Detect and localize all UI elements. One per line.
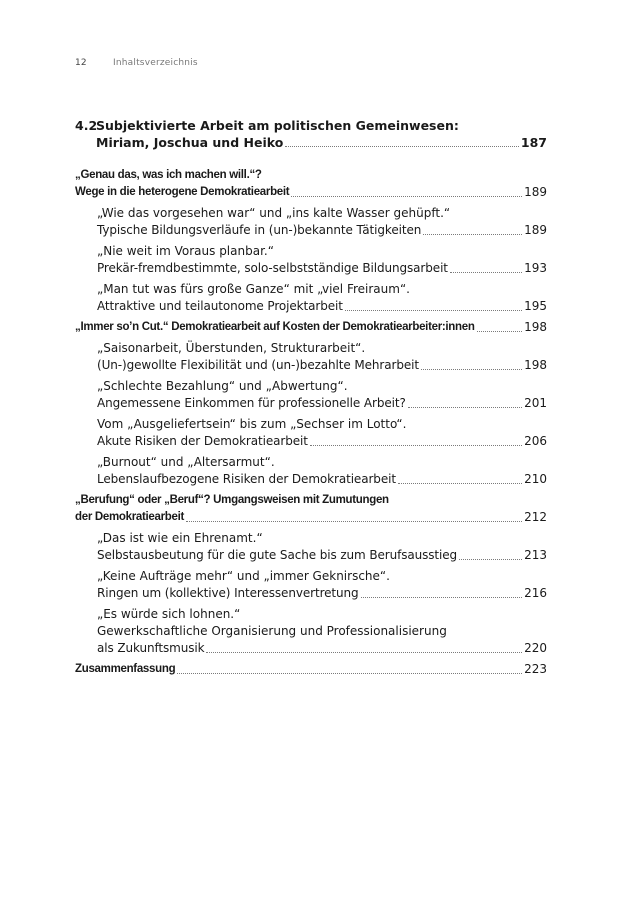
subsection-entry[interactable] [75, 340, 547, 374]
chapter-entry[interactable] [75, 117, 547, 151]
chapter-title-line2: Miriam, Joschua und Heiko 187 [96, 135, 547, 150]
chapter-title-line1: 4.2Subjektivierte Arbeit am politischen Gemeinwesen: [75, 118, 459, 133]
dot-leader [450, 272, 522, 273]
header-page-number: 12 [75, 58, 87, 68]
running-header [75, 58, 198, 68]
section-title-line2: Wege in die heterogene Demokratiearbeit 189 [75, 185, 547, 199]
section-page: 189 [524, 185, 547, 199]
subsection-title-line1: „Nie weit im Voraus planbar.“ [97, 244, 274, 258]
subsection-title-line1: „Schlechte Bezahlung“ und „Abwertung“. [97, 379, 348, 393]
dot-leader [423, 234, 522, 235]
section-title-line: „Immer so’n Cut.“ Demokratiearbeit auf Kosten der Demokratiearbeiter:innen 198 [75, 320, 547, 334]
subsection-title-line1: „Saisonarbeit, Überstunden, Strukturarbeit“. [97, 341, 366, 355]
subsection-title-line1: „Keine Aufträge mehr“ und „immer Geknirsche“. [97, 569, 390, 583]
section-page: 223 [524, 662, 547, 676]
dot-leader [408, 407, 522, 408]
subsection-title-line2: Ringen um (kollektive) Interessenvertretung 216 [97, 586, 547, 600]
subsection-title-line1: „Man tut was fürs große Ganze“ mit „viel Freiraum“. [97, 282, 410, 296]
section-title-line2: der Demokratiearbeit 212 [75, 510, 547, 524]
subsection-title-line2: Angemessene Einkommen für professionelle Arbeit? 201 [97, 396, 547, 410]
dot-leader [361, 597, 523, 598]
subsection-entry[interactable] [75, 606, 547, 657]
subsection-page: 220 [524, 641, 547, 655]
subsection-title-line1: „Wie das vorgesehen war“ und „ins kalte Wasser gehüpft.“ [97, 206, 451, 220]
subsection-page: 213 [524, 548, 547, 562]
subsection-title-line2: Prekär-fremdbestimmte, solo-selbstständige Bildungsarbeit 193 [97, 261, 547, 275]
subsection-entry[interactable] [75, 416, 547, 450]
subsection-title-line1: „Es würde sich lohnen.“ [97, 607, 241, 621]
section-entry[interactable] [75, 661, 547, 678]
subsection-page: 195 [524, 299, 547, 313]
section-page: 198 [524, 320, 547, 334]
subsection-entry[interactable] [75, 530, 547, 564]
chapter-page: 187 [520, 135, 547, 150]
subsection-title-line2: (Un-)gewollte Flexibilität und (un-)bezahlte Mehrarbeit 198 [97, 358, 547, 372]
subsection-title-line2: Attraktive und teilautonome Projektarbeit 195 [97, 299, 547, 313]
subsection-title-line2: Gewerkschaftliche Organisierung und Professionalisierung [97, 624, 447, 638]
table-of-contents [75, 117, 547, 678]
subsection-title-line1: „Burnout“ und „Altersarmut“. [97, 455, 275, 469]
subsection-title-line2: Typische Bildungsverläufe in (un-)bekannte Tätigkeiten 189 [97, 223, 547, 237]
section-title-line1: „Genau das, was ich machen will.“? [75, 169, 262, 181]
subsection-entry[interactable] [75, 568, 547, 602]
subsection-page: 216 [524, 586, 547, 600]
section-entry[interactable] [75, 167, 547, 201]
subsection-title-line2: Akute Risiken der Demokratiearbeit 206 [97, 434, 547, 448]
dot-leader [310, 445, 522, 446]
subsection-title-line1: „Das ist wie ein Ehrenamt.“ [97, 531, 263, 545]
dot-leader [285, 146, 519, 147]
section-page: 212 [524, 510, 547, 524]
subsection-page: 198 [524, 358, 547, 372]
subsection-page: 193 [524, 261, 547, 275]
subsection-entry[interactable] [75, 205, 547, 239]
subsection-entry[interactable] [75, 454, 547, 488]
dot-leader [345, 310, 522, 311]
dot-leader [477, 331, 523, 332]
section-title-line: Zusammenfassung 223 [75, 662, 547, 676]
subsection-page: 206 [524, 434, 547, 448]
section-title-line1: „Berufung“ oder „Beruf“? Umgangsweisen mit Zumutungen [75, 494, 389, 506]
subsection-entry[interactable] [75, 243, 547, 277]
subsection-title-line3: als Zukunftsmusik 220 [97, 641, 547, 655]
subsection-title-line2: Selbstausbeutung für die gute Sache bis zum Berufsausstieg 213 [97, 548, 547, 562]
subsection-entry[interactable] [75, 281, 547, 315]
dot-leader [177, 673, 522, 674]
section-entry[interactable] [75, 319, 547, 336]
subsection-page: 189 [524, 223, 547, 237]
dot-leader [291, 196, 522, 197]
dot-leader [398, 483, 522, 484]
header-running-title: Inhaltsverzeichnis [113, 58, 198, 68]
dot-leader [459, 559, 522, 560]
subsection-entry[interactable] [75, 378, 547, 412]
subsection-page: 210 [524, 472, 547, 486]
subsection-title-line1: Vom „Ausgeliefertsein“ bis zum „Sechser im Lotto“. [97, 417, 407, 431]
dot-leader [186, 521, 522, 522]
chapter-number: 4.2 [75, 118, 98, 133]
subsection-page: 201 [524, 396, 547, 410]
subsection-title-line2: Lebenslaufbezogene Risiken der Demokratiearbeit 210 [97, 472, 547, 486]
dot-leader [206, 652, 522, 653]
dot-leader [421, 369, 522, 370]
section-entry[interactable] [75, 492, 547, 526]
